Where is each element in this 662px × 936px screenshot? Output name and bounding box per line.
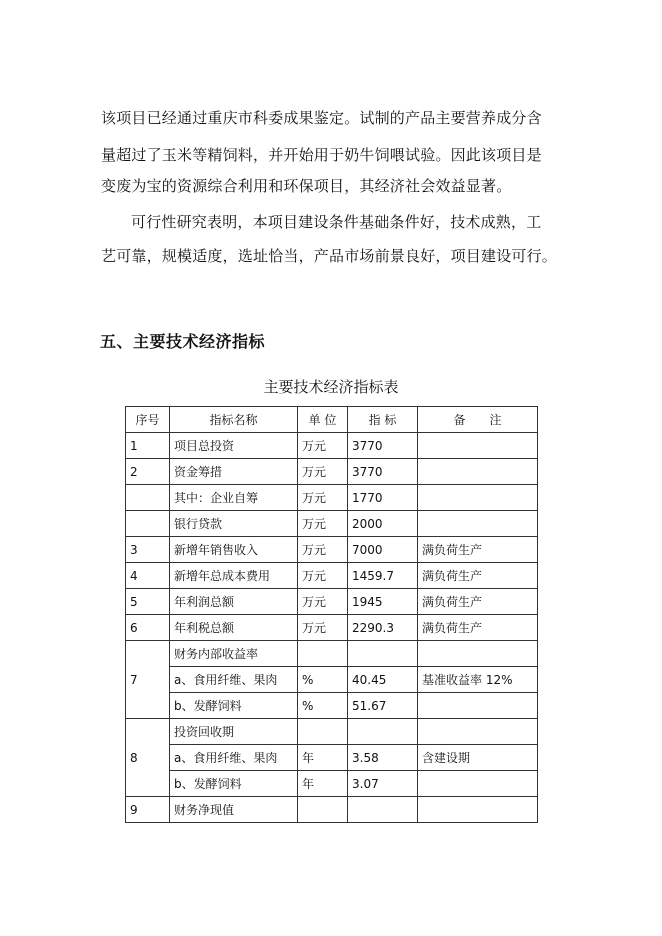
table-row [126,511,538,537]
row-note [418,511,538,537]
row-note: 基准收益率 12% [418,667,538,693]
row-name: b、发酵饲料 [170,771,298,797]
row-unit: 万元 [298,615,348,641]
row-value: 40.45 [348,667,418,693]
row-name: 其中：企业自筹 [170,485,298,511]
row-value: 3.58 [348,745,418,771]
table-header-row [126,407,538,433]
row-index: 5 [126,589,170,615]
row-note: 含建设期 [418,745,538,771]
row-value: 3770 [348,459,418,485]
row-unit: 万元 [298,589,348,615]
table-row [126,641,538,667]
row-name: 年利润总额 [170,589,298,615]
row-unit: 万元 [298,459,348,485]
row-index: 8 [126,719,170,797]
row-note [418,771,538,797]
header-value: 指 标 [348,407,418,433]
row-unit: 万元 [298,563,348,589]
row-index: 1 [126,433,170,459]
row-unit [298,719,348,745]
table-row [126,433,538,459]
row-note: 满负荷生产 [418,615,538,641]
row-note [418,485,538,511]
row-note: 满负荷生产 [418,589,538,615]
row-unit: 年 [298,745,348,771]
row-value: 1459.7 [348,563,418,589]
row-unit: 万元 [298,485,348,511]
row-unit [298,797,348,823]
row-value [348,641,418,667]
row-index: 9 [126,797,170,823]
table-row [126,667,538,693]
row-name: 年利税总额 [170,615,298,641]
row-name: 投资回收期 [170,719,298,745]
row-name: 财务内部收益率 [170,641,298,667]
header-unit: 单 位 [298,407,348,433]
row-index: 3 [126,537,170,563]
row-value: 1770 [348,485,418,511]
row-name: 项目总投资 [170,433,298,459]
row-name: 资金筹措 [170,459,298,485]
row-unit [298,641,348,667]
indicator-table [125,406,538,823]
header-name: 指标名称 [170,407,298,433]
section-heading: 五、主要技术经济指标 [100,332,266,351]
paragraph-line-5: 艺可靠，规模适度，选址恰当，产品市场前景良好，项目建设可行。 [101,247,558,265]
row-note [418,693,538,719]
row-unit: 万元 [298,511,348,537]
table-row [126,615,538,641]
row-name: a、食用纤维、果肉 [170,745,298,771]
row-unit: 万元 [298,433,348,459]
row-index: 7 [126,641,170,719]
row-name: 财务净现值 [170,797,298,823]
row-index [126,485,170,511]
table-row [126,537,538,563]
row-index: 6 [126,615,170,641]
row-note [418,641,538,667]
row-index [126,511,170,537]
paragraph-line-2: 量超过了玉米等精饲料，并开始用于奶牛饲喂试验。因此该项目是 [101,146,542,164]
row-note: 满负荷生产 [418,537,538,563]
table-row [126,589,538,615]
row-index: 2 [126,459,170,485]
row-value: 1945 [348,589,418,615]
row-name: a、食用纤维、果肉 [170,667,298,693]
header-note: 备 注 [418,407,538,433]
row-unit: 年 [298,771,348,797]
table-caption: 主要技术经济指标表 [263,378,399,396]
row-note [418,459,538,485]
paragraph-line-1: 该项目已经通过重庆市科委成果鉴定。试制的产品主要营养成分含 [101,109,542,127]
row-value: 51.67 [348,693,418,719]
table-row [126,459,538,485]
row-name: 新增年销售收入 [170,537,298,563]
header-index: 序号 [126,407,170,433]
row-value: 2000 [348,511,418,537]
row-note [418,433,538,459]
paragraph-line-4: 可行性研究表明，本项目建设条件基础条件好，技术成熟，工 [131,213,542,231]
table-row [126,771,538,797]
table-row [126,745,538,771]
row-value: 3.07 [348,771,418,797]
row-value [348,797,418,823]
paragraph-line-3: 变废为宝的资源综合利用和环保项目，其经济社会效益显著。 [101,177,512,195]
row-name: b、发酵饲料 [170,693,298,719]
row-value [348,719,418,745]
row-note: 满负荷生产 [418,563,538,589]
row-unit: 万元 [298,537,348,563]
row-value: 7000 [348,537,418,563]
row-unit: % [298,667,348,693]
table-row [126,563,538,589]
row-index: 4 [126,563,170,589]
row-unit: % [298,693,348,719]
row-note [418,719,538,745]
table-row [126,797,538,823]
row-name: 新增年总成本费用 [170,563,298,589]
table-row [126,719,538,745]
row-note [418,797,538,823]
table-row [126,485,538,511]
row-value: 3770 [348,433,418,459]
row-value: 2290.3 [348,615,418,641]
row-name: 银行贷款 [170,511,298,537]
table-row [126,693,538,719]
